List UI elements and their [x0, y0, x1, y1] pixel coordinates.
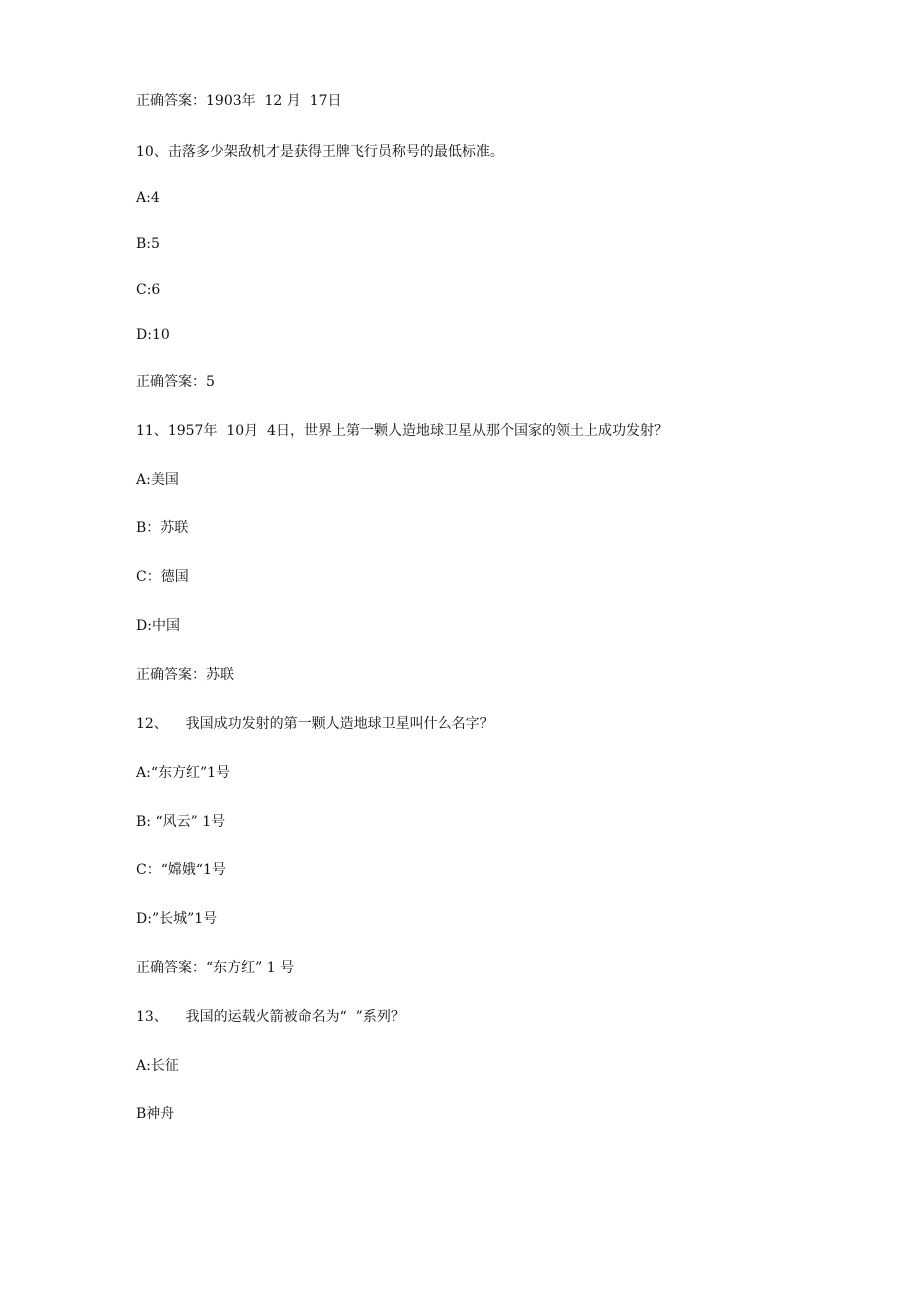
q12-option-c: C：“嫦娥“1号 — [136, 862, 226, 878]
answer-line-10: 正确答案：5 — [136, 374, 215, 390]
q11-option-d: D:中国 — [136, 618, 180, 634]
q11-option-b: B：苏联 — [136, 520, 189, 536]
q13-option-a: A:长征 — [136, 1058, 179, 1074]
answer-line-9: 正确答案：1903年 12 月 17日 — [136, 93, 342, 109]
q12-option-d: D:”长城”1号 — [136, 911, 218, 927]
question-10: 10、击落多少架敌机才是获得王牌飞行员称号的最低标准。 — [136, 144, 504, 160]
q12-option-b: B: “风云” 1号 — [136, 814, 226, 830]
q13-option-b: B神舟 — [136, 1106, 175, 1122]
q11-option-a: A:美国 — [136, 472, 179, 488]
q12-option-a: A:“东方红”1号 — [136, 765, 231, 781]
q10-option-a: A:4 — [136, 190, 160, 206]
q11-option-c: C：德国 — [136, 569, 189, 585]
answer-line-11: 正确答案：苏联 — [136, 667, 234, 683]
q10-option-d: D:10 — [136, 327, 170, 343]
question-11: 11、1957年 10月 4日，世界上第一颗人造地球卫星从那个国家的领土上成功发射？ — [136, 423, 668, 439]
answer-line-12: 正确答案：“东方红” 1 号 — [136, 960, 295, 976]
question-12: 12、 我国成功发射的第一颗人造地球卫星叫什么名字？ — [136, 716, 494, 732]
q10-option-c: C:6 — [136, 282, 161, 298]
q10-option-b: B:5 — [136, 236, 160, 252]
question-13: 13、 我国的运载火箭被命名为“ ”系列？ — [136, 1009, 405, 1025]
